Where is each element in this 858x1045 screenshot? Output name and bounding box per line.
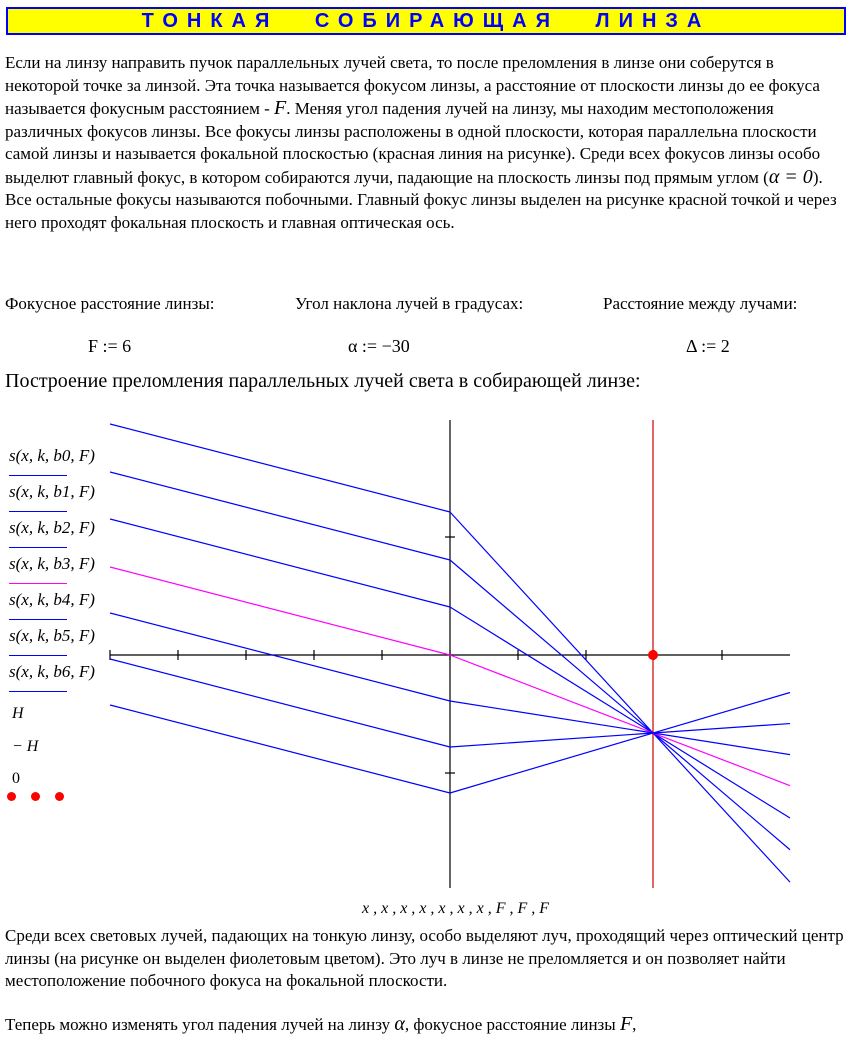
legend-item-label: s(x, k, b3, F) xyxy=(9,554,95,573)
legend-item xyxy=(9,554,114,590)
legend-item xyxy=(9,446,114,482)
outro-paragraph: Среди всех световых лучей, падающих на тонкую линзу, особо выделяют луч, проходящий через оптический центр линзы (на рисунке он выделен фиолетовым цветом). Это луч в линзе не преломляется и он позволяет найти местоположение побочного фокуса на фокальной плоскости. xyxy=(5,926,844,990)
legend-item-label: s(x, k, b0, F) xyxy=(9,446,95,465)
alpha-symbol: α xyxy=(394,1013,405,1035)
ray-refracted xyxy=(450,607,790,818)
main-focus-point xyxy=(648,650,658,660)
ray-incoming xyxy=(110,659,450,747)
ray-incoming xyxy=(110,519,450,607)
intro-text-2: . Меняя угол падения лучей на линзу, мы находим местоположения различных фокусов линзы. Все фокусы линзы расположены в одной плоскости, которая параллельна плоскости самой линзы и называется фокальной плоскостью (красная линия на рисунке). Среди всех фокусов линзы особо выделют главный фокус, в котором собираются лучи, падающие на плоскость линзы под прямым углом ( xyxy=(5,99,821,187)
legend-item-label: s(x, k, b1, F) xyxy=(9,482,95,501)
ray-incoming xyxy=(110,424,450,512)
legend-dots xyxy=(7,788,79,806)
angle-value[interactable]: α := −30 xyxy=(348,336,410,356)
focal-symbol-2: F xyxy=(619,1013,633,1035)
intro-text-1: Если на линзу направить пучок параллельных лучей света, то после преломления в линзе они соберутся в некоторой точке за линзой. Эта точка называется фокусом линзы, а расстояние от плоскости линзы до ее фокуса называется фокусным расстоянием - xyxy=(5,53,820,118)
legend-item-label: s(x, k, b6, F) xyxy=(9,662,95,681)
legend-item xyxy=(9,482,114,518)
legend-swatch xyxy=(9,547,67,548)
legend-swatch xyxy=(9,475,67,476)
ray-refracted xyxy=(450,693,790,793)
ray-refracted xyxy=(450,701,790,755)
legend-item xyxy=(9,590,114,626)
page-title: ТОНКАЯ СОБИРАЮЩАЯ ЛИНЗА xyxy=(6,7,846,35)
legend-zero: 0 xyxy=(12,770,20,787)
dot-icon xyxy=(7,792,16,801)
outro-text-2: , фокусное расстояние линзы xyxy=(404,1015,620,1034)
ray-incoming xyxy=(110,705,450,793)
ray-refracted xyxy=(450,655,790,786)
legend-item xyxy=(9,626,114,662)
delta-label: Расстояние между лучами: xyxy=(603,294,798,313)
intro-text-3: ). Все остальные фокусы называются побочными. Главный фокус линзы выделен на рисунке красной точкой и через него проходят фокальная плоскость и главная оптическая ось. xyxy=(5,167,837,232)
legend-minus-h: − H xyxy=(12,738,39,755)
legend-swatch xyxy=(9,691,67,692)
legend-item xyxy=(9,518,114,554)
legend-item xyxy=(9,662,114,698)
alpha-equation: α = 0 xyxy=(768,165,813,188)
legend-swatch xyxy=(9,655,67,656)
ray-incoming xyxy=(110,472,450,560)
angle-label: Угол наклона лучей в градусах: xyxy=(295,294,524,313)
dot-icon xyxy=(55,792,64,801)
section-heading: Построение преломления параллельных лучей света в собирающей линзе: xyxy=(5,370,641,392)
focal-length-label: Фокусное расстояние линзы: xyxy=(5,294,215,313)
dot-icon xyxy=(31,792,40,801)
legend-item-label: s(x, k, b4, F) xyxy=(9,590,95,609)
focal-symbol: F xyxy=(274,97,287,119)
outro-text-3: , xyxy=(632,1015,637,1034)
ray-refracted xyxy=(450,560,790,850)
legend-swatch xyxy=(9,583,67,584)
ray-incoming xyxy=(110,567,450,655)
ray-refracted xyxy=(450,512,790,882)
outro-text-1: Теперь можно изменять угол падения лучей на линзу xyxy=(5,1015,395,1034)
focal-length-value[interactable]: F := 6 xyxy=(88,336,132,356)
legend-item-label: s(x, k, b2, F) xyxy=(9,518,95,537)
legend-item-label: s(x, k, b5, F) xyxy=(9,626,95,645)
delta-value[interactable]: Δ := 2 xyxy=(686,336,730,356)
outro-line xyxy=(5,1013,850,1036)
legend-swatch xyxy=(9,511,67,512)
ray-refracted xyxy=(450,724,790,747)
legend-swatch xyxy=(9,619,67,620)
legend-h: H xyxy=(12,705,24,722)
plot-legend xyxy=(9,446,114,698)
x-axis-label: x , x , x , x , x , x , x , F , F , F xyxy=(362,900,550,917)
ray-incoming xyxy=(110,613,450,701)
